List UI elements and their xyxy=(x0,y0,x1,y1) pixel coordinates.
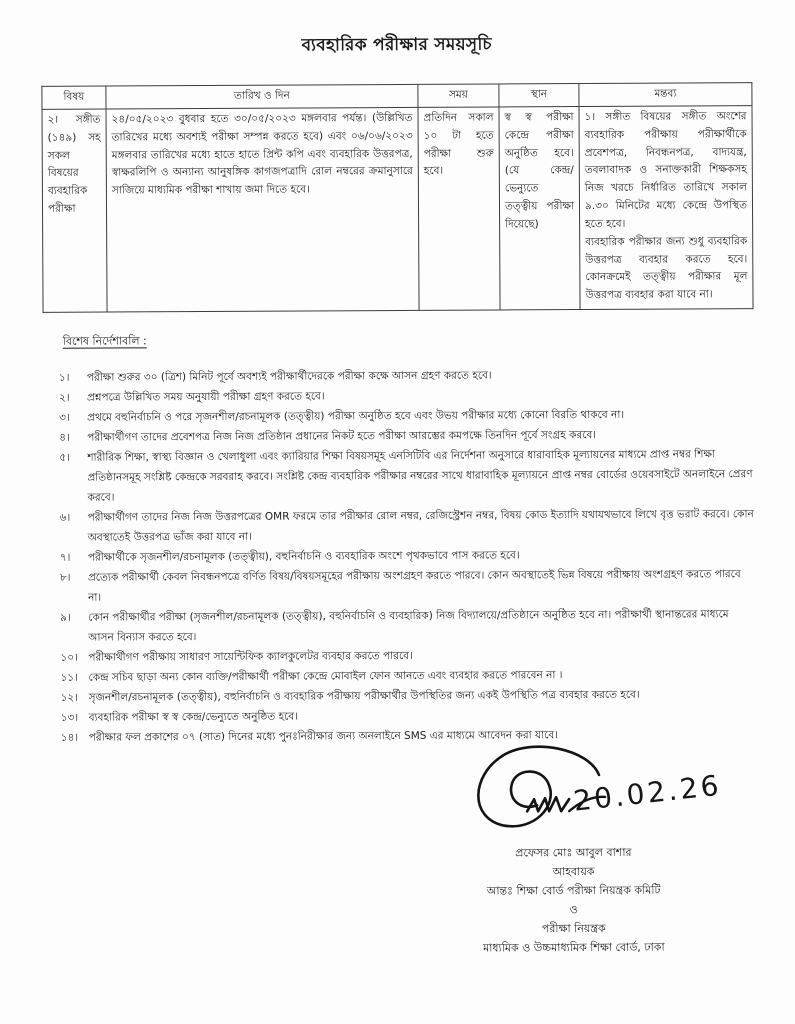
instruction-text: শারীরিক শিক্ষা, স্বাস্থ্য বিজ্ঞান ও খেলাধুলা এবং ক্যারিয়ার শিক্ষা বিষয়সমূহ এনসিটিবি এর নির্দেশনা অনুসারে ধারাবাহিক মূল্যায়নের মাধ্যমে প্রাপ্ত নম্বর শিক্ষা প্রতিষ্ঠানসমূহ সংশ্লিষ্ট কেন্দ্রকে সরবরাহ করবে। সংশ্লিষ্ট কেন্দ্র ব্যবহারিক পরীক্ষার নম্বরের সাথে ধারাবাহিক মূল্যায়নে প্রাপ্ত নম্বর বোর্ডের ওয়েবসাইটে অনলাইনে প্রেরণ করবে। xyxy=(87,448,753,504)
instruction-text: পরীক্ষার্থীগণ পরীক্ষায় সাধারণ সায়েন্টিফিক ক্যালকুলেটর ব্যবহার করতে পারবে। xyxy=(88,650,413,664)
signatory-role-1: আহবায়ক xyxy=(552,864,595,879)
instruction-text: পরীক্ষার্থীগণ তাদের নিজ নিজ উত্তরপত্রের OMR ফরমে তার পরীক্ষার রোল নম্বর, রেজিস্ট্রেশন নম্বর, বিষয় কোড ইত্যাদি যথাযথভাবে লিখে বৃত্ত ভরাট করবে। কোন অবস্থাতেই উত্তরপত্র ভাঁজ করা যাবে না। xyxy=(87,508,754,544)
instructions-list xyxy=(59,364,758,748)
instruction-text: ব্যবহারিক পরীক্ষা স্ব স্ব কেন্দ্র/ভেন্যুতে অনুষ্ঠিত হবে। xyxy=(88,710,298,724)
instruction-number: ৩। xyxy=(59,411,70,424)
header-remarks: মন্তব্য xyxy=(579,83,752,107)
instruction-number: ৭। xyxy=(59,551,71,564)
instruction-item xyxy=(60,564,757,608)
signatory-details xyxy=(403,842,744,958)
signatory-org-2: মাধ্যমিক ও উচ্চমাধ্যমিক শিক্ষা বোর্ড, ঢাকা xyxy=(483,940,665,955)
cell-time: প্রতিদিন সকাল ১০ টা হতে পরীক্ষা শুরু হবে। xyxy=(418,107,500,311)
header-place: স্থান xyxy=(499,84,579,107)
exam-schedule-table xyxy=(41,82,753,313)
signature-date: 20.02.26 xyxy=(571,768,724,818)
instruction-number: ৫। xyxy=(59,451,70,464)
instruction-text: পরীক্ষার্থীগণ তাদের প্রবেশপত্র নিজ নিজ প্রতিষ্ঠান প্রধানের নিকট হতে পরীক্ষা আরম্ভের কমপক্ষে তিনদিন পূর্বে সংগ্রহ করবে। xyxy=(87,429,597,444)
instruction-item xyxy=(60,504,757,548)
signature-drawing-area xyxy=(403,740,744,844)
header-subject: বিষয় xyxy=(42,86,106,109)
instruction-number: ৬। xyxy=(59,511,71,524)
instructions-heading: বিশেষ নির্দেশাবলি : xyxy=(62,334,147,348)
signatory-conjunction: ও xyxy=(569,903,578,917)
signatory-name: প্রফেসর মোঃ আবুল বাশার xyxy=(515,845,632,860)
instruction-text: পরীক্ষা শুরুর ৩০ (ত্রিশ) মিনিট পূর্বে অবশ্যই পরীক্ষার্থীদেরকে পরীক্ষা কক্ষে আসন গ্রহণ করতে হবে। xyxy=(86,369,492,384)
instruction-number: ১৩। xyxy=(60,711,79,724)
page-title: ব্যবহারিক পরীক্ষার সময়সূচি xyxy=(301,34,492,56)
instruction-number: ১১। xyxy=(60,671,78,684)
instruction-text: পরীক্ষার ফল প্রকাশের ০৭ (সাত) দিনের মধ্যে পুনঃনিরীক্ষার জন্য অনলাইনে SMS এর মাধ্যমে আবেদন করা যাবে। xyxy=(88,729,558,744)
cell-date-day: ২৪/০৫/২০২৩ বুধবার হতে ৩০/০৫/২০২৩ মঙ্গলবার পর্যন্ত। (উল্লিখিত তারিখের মধ্যে অবশ্যই পরীক্ষা সম্পন্ন করতে হবে) এবং ০৬/০৬/২০২৩ মঙ্গলবার তারিখের মধ্যে হাতে হাতে প্রিন্ট কপি এবং ব্যবহারিক উত্তরপত্র, স্বাক্ষরলিপি ও অন্যান্য আনুষঙ্গিক কাগজপত্রাদি রোল নম্বরের ক্রমানুসারে সাজিয়ে মাধ্যমিক পরীক্ষা শাখায় জমা দিতে হবে। xyxy=(106,107,419,312)
signature-block xyxy=(403,740,744,958)
header-date-day: তারিখ ও দিন xyxy=(106,84,418,108)
instruction-text: পরীক্ষার্থীকে সৃজনশীল/রচনামূলক (তত্ত্বীয়), বহুনির্বাচনি ও ব্যবহারিক অংশে পৃথকভাবে পাস করতে হবে। xyxy=(87,549,520,564)
cell-subject: ২। সঙ্গীত (১৪৯) সহ সকল বিষয়ের ব্যবহারিক পরীক্ষা xyxy=(42,109,107,313)
instruction-number: ৪। xyxy=(59,431,70,444)
instruction-number: ২। xyxy=(58,391,70,404)
table-row xyxy=(42,105,753,312)
instruction-number: ১২। xyxy=(60,691,79,704)
instruction-text: সৃজনশীল/রচনামূলক (তত্ত্বীয়), বহুনির্বাচনি ও ব্যবহারিক পরীক্ষায় পরীক্ষার্থীর উপস্থিতির জন্য একই উপস্থিতি পত্র ব্যবহার করতে হবে। xyxy=(88,688,640,704)
instruction-number: ১। xyxy=(58,371,70,384)
cell-remarks xyxy=(579,105,753,309)
remarks-paragraph-2: ব্যবহারিক পরীক্ষার জন্য শুধু ব্যবহারিক উত্তরপত্র ব্যবহার করতে হবে। কোনক্রমেই তত্ত্বীয় পরীক্ষার মূল উত্তরপত্র ব্যবহার করা যাবে না। xyxy=(585,234,748,302)
instruction-number: ১৪। xyxy=(60,731,79,744)
instruction-text: কেন্দ্র সচিব ছাড়া অন্য কোন ব্যক্তি/পরীক্ষার্থী পরীক্ষা কেন্দ্রে মোবাইল ফোন আনতে এবং ব্যবহার করতে পারবেন না । xyxy=(88,669,563,684)
instruction-number: ৮। xyxy=(59,571,71,584)
instruction-number: ১০। xyxy=(60,651,78,664)
instruction-text: প্রথমে বহুনির্বাচনি ও পরে সৃজনশীল/রচনামূলক (তত্ত্বীয়) পরীক্ষা অনুষ্ঠিত হবে এবং উভয় পরীক্ষার মধ্যে কোনো বিরতি থাকবে না। xyxy=(87,408,625,424)
signatory-org-1: আন্তঃ শিক্ষা বোর্ড পরীক্ষা নিয়ন্ত্রক কমিটি xyxy=(486,883,661,898)
instruction-item xyxy=(60,604,757,648)
instruction-item xyxy=(59,444,756,508)
cell-place: স্ব স্ব পরীক্ষা কেন্দ্রে পরীক্ষা অনুষ্ঠিত হবে। (যে কেন্দ্র/ ভেন্যুতে তত্ত্বীয় পরীক্ষা দিয়েছে) xyxy=(499,106,580,310)
instruction-number: ৯। xyxy=(60,611,71,624)
instruction-text: কোন পরীক্ষার্থীর পরীক্ষা (সৃজনশীল/রচনামূলক (তত্ত্বীয়), বহুনির্বাচনি ও ব্যবহারিক) নিজ বিদ্যালয়ে/প্রতিষ্ঠানে অনুষ্ঠিত হবে না। পরীক্ষার্থী স্থানান্তরের মাধ্যমে আসন বিন্যাস করতে হবে। xyxy=(88,608,729,644)
signatory-role-2: পরীক্ষা নিয়ন্ত্রক xyxy=(541,921,606,936)
remarks-paragraph-1: ১। সঙ্গীত বিষয়ের সঙ্গীত অংশের ব্যবহারিক পরীক্ষায় পরীক্ষার্থীকে প্রবেশপত্র, নিবন্ধনপত্র, বাদ্যযন্ত্র, তবলাবাদক ও সনাক্তকারী শিক্ষকসহ নিজ খরচে নির্ধারিত তারিখে সকাল ৯.৩০ মিনিটের মধ্যে কেন্দ্রে উপস্থিত হতে হবে। xyxy=(584,110,748,230)
instruction-text: প্রত্যেক পরীক্ষার্থী কেবল নিবন্ধনপত্রে বর্ণিত বিষয়/বিষয়সমূহের পরীক্ষায় অংশগ্রহণ করতে পারবে। কোন অবস্থাতেই ভিন্ন বিষয়ে পরীক্ষায় অংশগ্রহণ করতে পারবে না। xyxy=(87,568,741,604)
instruction-text: প্রশ্নপত্রে উল্লিখিত সময় অনুযায়ী পরীক্ষা গ্রহণ করতে হবে। xyxy=(86,390,325,404)
header-time: সময় xyxy=(418,84,499,107)
